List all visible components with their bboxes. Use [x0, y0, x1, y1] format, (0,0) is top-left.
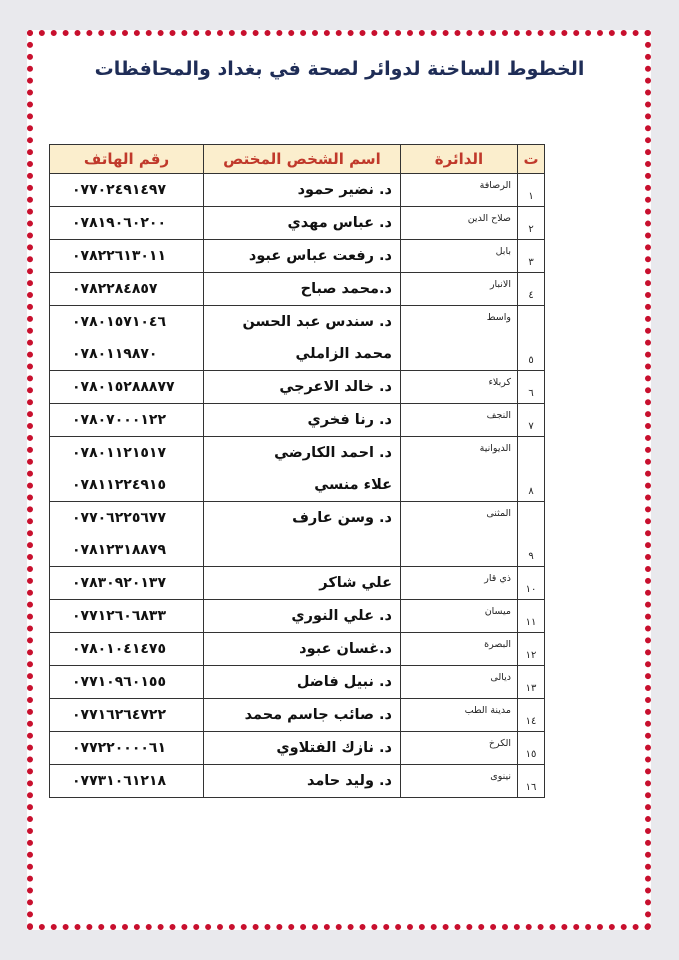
- department-cell: [401, 174, 518, 207]
- row-number: [518, 207, 545, 240]
- department-cell-text: كربلاء: [488, 377, 511, 388]
- person-cell-text: د. نازك الفتلاوي: [276, 740, 392, 756]
- phone-cell: [50, 273, 204, 306]
- table-row: [50, 207, 545, 240]
- person-cell-text: د. علي النوري: [291, 608, 392, 624]
- person-cell-text: د. رفعت عباس عبود: [248, 248, 392, 264]
- person-cell: [204, 273, 401, 306]
- phone-cell-text: ٠٧٨١١٢٢٤٩١٥: [72, 477, 166, 493]
- person-cell: [204, 502, 401, 567]
- phone-cell: [50, 699, 204, 732]
- person-cell: [204, 240, 401, 273]
- header-dept: الدائرة: [401, 145, 518, 174]
- phone-cell: [50, 306, 204, 371]
- row-number-text: ١: [528, 191, 534, 202]
- header-no: ت: [518, 145, 545, 174]
- person-cell-text: د. عباس مهدي: [287, 215, 392, 231]
- row-number: [518, 174, 545, 207]
- row-number: [518, 437, 545, 502]
- row-number-text: ١٢: [525, 650, 537, 661]
- table-row: [50, 633, 545, 666]
- person-cell: [204, 404, 401, 437]
- person-cell: [204, 567, 401, 600]
- department-cell: [401, 240, 518, 273]
- department-cell-text: النجف: [486, 410, 511, 421]
- phone-cell: [50, 437, 204, 502]
- row-number-text: ١٥: [525, 749, 537, 760]
- department-cell-text: الانبار: [489, 279, 511, 290]
- department-cell-text: ذي قار: [484, 573, 511, 584]
- table-row: [50, 273, 545, 306]
- phone-cell: [50, 371, 204, 404]
- department-cell: [401, 633, 518, 666]
- row-number-text: ٤: [528, 290, 534, 301]
- table-row: [50, 666, 545, 699]
- table-body: [50, 174, 545, 798]
- department-cell-text: مدينة الطب: [464, 705, 511, 716]
- phone-cell: [50, 666, 204, 699]
- department-cell-text: الكرخ: [488, 738, 511, 749]
- department-cell: [401, 207, 518, 240]
- row-number: [518, 600, 545, 633]
- row-number: [518, 732, 545, 765]
- phone-cell: [50, 502, 204, 567]
- department-cell-text: الرصافة: [479, 180, 511, 191]
- phone-cell-text: ٠٧٨٠١٥٧١٠٤٦: [72, 314, 166, 330]
- department-cell: [401, 404, 518, 437]
- department-cell-text: الديوانية: [479, 443, 511, 454]
- person-cell: [204, 600, 401, 633]
- phone-cell-text: ٠٧٧٠٦٢٢٥٦٧٧: [72, 510, 166, 526]
- row-number-text: ١٦: [525, 782, 537, 793]
- header-name: اسم الشخص المختص: [204, 145, 401, 174]
- phone-cell-text: ٠٧٧١٢٦٠٦٨٣٣: [72, 608, 166, 624]
- phone-cell: [50, 765, 204, 798]
- row-number: [518, 273, 545, 306]
- phone-cell-text: ٠٧٧١٦٢٦٤٧٢٢: [72, 707, 166, 723]
- person-cell: [204, 437, 401, 502]
- person-cell-text: د. نضير حمود: [297, 182, 392, 198]
- department-cell-text: البصرة: [484, 639, 511, 650]
- department-cell: [401, 600, 518, 633]
- department-cell-text: واسط: [486, 312, 511, 323]
- table-row: [50, 699, 545, 732]
- hotlines-table: [49, 144, 545, 798]
- person-cell-text: د. وسن عارف: [292, 510, 392, 526]
- phone-cell-text: ٠٧٨٢٢٨٤٨٥٧: [72, 281, 158, 297]
- department-cell: [401, 502, 518, 567]
- row-number-text: ٢: [528, 224, 534, 235]
- phone-cell: [50, 240, 204, 273]
- phone-cell-text: ٠٧٨٠١٠٤١٤٧٥: [72, 641, 166, 657]
- row-number-text: ٣: [528, 257, 534, 268]
- row-number: [518, 666, 545, 699]
- row-number-text: ٦: [528, 388, 534, 399]
- person-cell: [204, 174, 401, 207]
- person-cell-text: د.غسان عبود: [299, 641, 392, 657]
- phone-cell-text: ٠٧٨٠١٥٢٨٨٨٧٧: [72, 379, 175, 395]
- person-cell: [204, 699, 401, 732]
- department-cell-text: ديالى: [490, 672, 511, 683]
- department-cell: [401, 765, 518, 798]
- row-number: [518, 765, 545, 798]
- phone-cell: [50, 207, 204, 240]
- row-number: [518, 699, 545, 732]
- department-cell: [401, 699, 518, 732]
- row-number: [518, 371, 545, 404]
- department-cell: [401, 666, 518, 699]
- table-row: [50, 437, 545, 502]
- table-row: [50, 404, 545, 437]
- department-cell: [401, 732, 518, 765]
- table-row: [50, 306, 545, 371]
- phone-cell-text: ٠٧٧٠٢٤٩١٤٩٧: [72, 182, 166, 198]
- person-cell-text: علي شاكر: [319, 575, 392, 591]
- person-cell: [204, 633, 401, 666]
- department-cell: [401, 273, 518, 306]
- phone-cell-text: ٠٧٨١٩٠٦٠٢٠٠: [72, 215, 166, 231]
- table-row: [50, 240, 545, 273]
- person-cell-text: علاء منسي: [314, 477, 392, 493]
- person-cell-text: محمد الزاملي: [295, 346, 392, 362]
- department-cell: [401, 371, 518, 404]
- table-row: [50, 765, 545, 798]
- table-row: [50, 371, 545, 404]
- row-number: [518, 404, 545, 437]
- phone-cell-text: ٠٧٨٠١١٢١٥١٧: [72, 445, 166, 461]
- department-cell: [401, 437, 518, 502]
- department-cell-text: المثنى: [486, 508, 511, 519]
- phone-cell: [50, 404, 204, 437]
- person-cell-text: د. احمد الكارضي: [274, 445, 392, 461]
- person-cell: [204, 765, 401, 798]
- phone-cell: [50, 174, 204, 207]
- phone-cell: [50, 600, 204, 633]
- page-title: الخطوط الساخنة لدوائر لصحة في بغداد والمحافظات: [94, 58, 585, 80]
- table-row: [50, 502, 545, 567]
- person-cell-text: د.محمد صباح: [300, 281, 392, 297]
- table-row: [50, 732, 545, 765]
- phone-cell-text: ٠٧٨٠٧٠٠٠١٢٢: [72, 412, 166, 428]
- department-cell-text: ميسان: [484, 606, 511, 617]
- department-cell: [401, 306, 518, 371]
- phone-cell-text: ٠٧٧١٠٩٦٠١٥٥: [72, 674, 166, 690]
- phone-cell-text: ٠٧٨١٢٣١٨٨٧٩: [72, 542, 166, 558]
- row-number: [518, 306, 545, 371]
- row-number: [518, 633, 545, 666]
- person-cell: [204, 306, 401, 371]
- row-number-text: ١٤: [525, 716, 537, 727]
- row-number: [518, 567, 545, 600]
- phone-cell-text: ٠٧٨٢٢٦١٣٠١١: [72, 248, 166, 264]
- person-cell-text: د. خالد الاعرجي: [279, 379, 392, 395]
- person-cell: [204, 732, 401, 765]
- person-cell: [204, 666, 401, 699]
- header-phone: رقم الهاتف: [50, 145, 204, 174]
- table-row: [50, 174, 545, 207]
- row-number-text: ٧: [528, 421, 534, 432]
- person-cell-text: د. سندس عبد الحسن: [242, 314, 392, 330]
- person-cell: [204, 207, 401, 240]
- phone-cell-text: ٠٧٧٢٢٠٠٠٠٦١: [72, 740, 166, 756]
- department-cell: [401, 567, 518, 600]
- phone-cell-text: ٠٧٨٠١١٩٨٧٠: [72, 346, 158, 362]
- department-cell-text: نينوى: [490, 771, 511, 782]
- row-number-text: ٥: [528, 355, 534, 366]
- person-cell-text: د. صائب جاسم محمد: [244, 707, 392, 723]
- department-cell-text: بابل: [495, 246, 511, 257]
- row-number-text: ١١: [525, 617, 537, 628]
- phone-cell: [50, 567, 204, 600]
- phone-cell-text: ٠٧٨٣٠٩٢٠١٣٧: [72, 575, 166, 591]
- table-row: [50, 567, 545, 600]
- row-number-text: ١٠: [525, 584, 537, 595]
- department-cell-text: صلاح الدين: [467, 213, 511, 224]
- row-number-text: ٨: [528, 486, 534, 497]
- phone-cell-text: ٠٧٧٣١٠٦١٢١٨: [72, 773, 166, 789]
- phone-cell: [50, 732, 204, 765]
- person-cell-text: د. رنا فخري: [307, 412, 392, 428]
- table-header-row: [50, 145, 545, 174]
- person-cell-text: د. نبيل فاضل: [296, 674, 392, 690]
- table-row: [50, 600, 545, 633]
- row-number-text: ١٣: [525, 683, 537, 694]
- phone-cell: [50, 633, 204, 666]
- person-cell-text: د. وليد حامد: [306, 773, 392, 789]
- row-number-text: ٩: [528, 551, 534, 562]
- row-number: [518, 240, 545, 273]
- person-cell: [204, 371, 401, 404]
- row-number: [518, 502, 545, 567]
